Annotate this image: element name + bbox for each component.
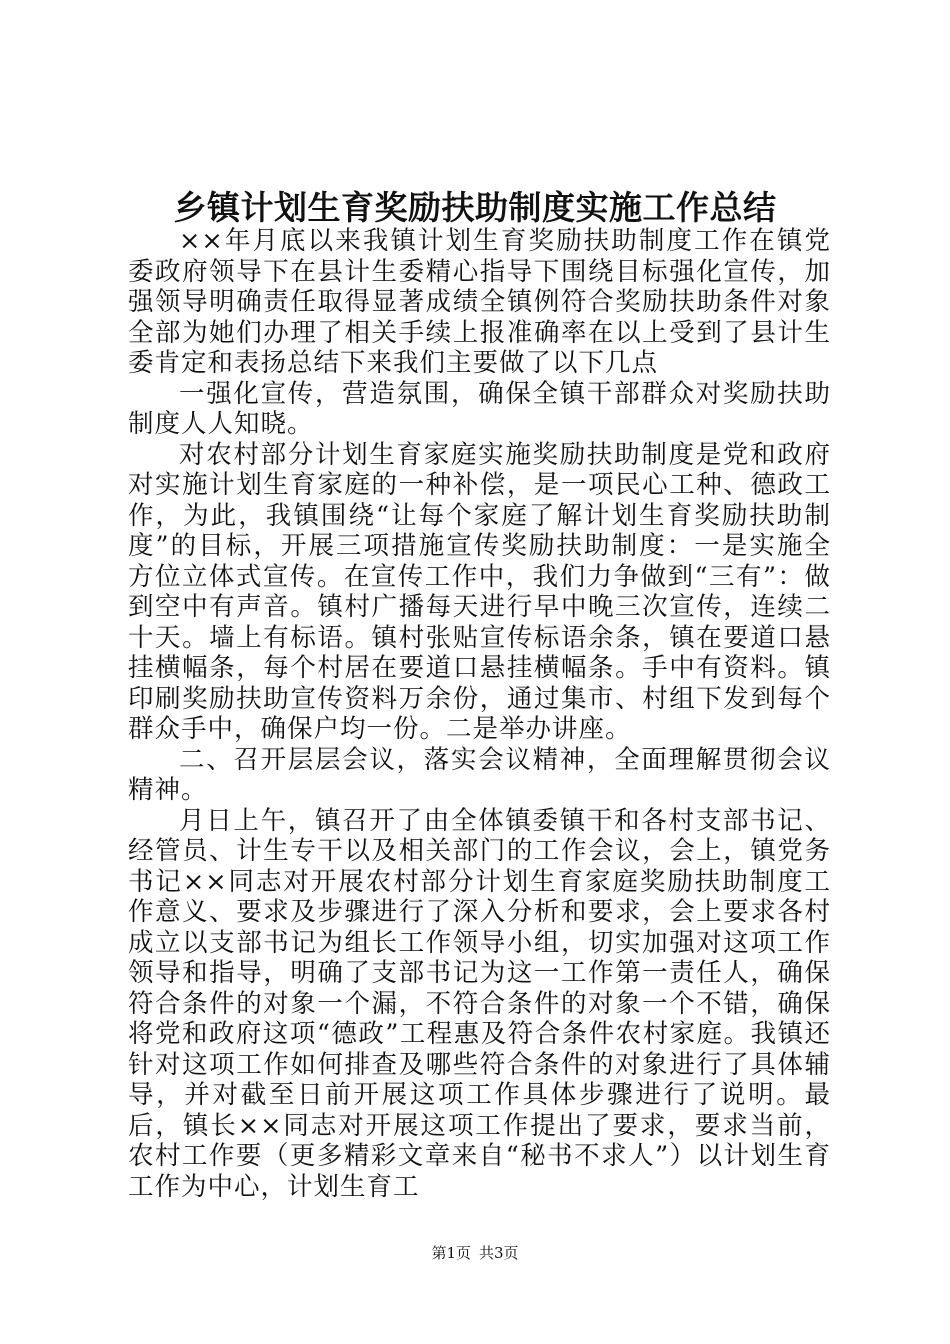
- paragraph-publicity: 对农村部分计划生育家庭实施奖励扶助制度是党和政府对实施计划生育家庭的一种补偿，是一项民心工种、德政工作，为此，我镇围绕“让每个家庭了解计划生育奖励扶助制度”的目标，开展三项措施宣传奖励扶助制度：一是实施全方位立体式宣传。在宣传工作中，我们力争做到“三有”：做到空中有声音。镇村广播每天进行早中晚三次宣传，连续二十天。墙上有标语。镇村张贴宣传标语余条，镇在要道口悬挂横幅条，每个村居在要道口悬挂横幅条。手中有资料。镇印刷奖励扶助宣传资料万余份，通过集市、村组下发到每个群众手中，确保户均一份。二是举办讲座。: [128, 439, 831, 744]
- paragraph-heading-2: 二、召开层层会议，落实会议精神，全面理解贯彻会议精神。: [128, 744, 831, 805]
- paragraph-intro: ××年月底以来我镇计划生育奖励扶助制度工作在镇党委政府领导下在县计生委精心指导下围绕目标强化宣传，加强领导明确责任取得显著成绩全镇例符合奖励扶助条件对象全部为她们办理了相关手续上报准确率在以上受到了县计生委肯定和表扬总结下来我们主要做了以下几点: [128, 226, 831, 378]
- page-footer: [0, 1243, 950, 1263]
- paragraph-heading-1: 一强化宣传，营造氛围，确保全镇干部群众对奖励扶助制度人人知晓。: [128, 378, 831, 439]
- document-body: [128, 226, 831, 1202]
- paragraph-meeting: 月日上午，镇召开了由全体镇委镇干和各村支部书记、经管员、计生专干以及相关部门的工作会议，会上，镇党务书记××同志对开展农村部分计划生育家庭奖励扶助制度工作意义、要求及步骤进行了深入分析和要求，会上要求各村成立以支部书记为组长工作领导小组，切实加强对这项工作领导和指导，明确了支部书记为这一工作第一责任人，确保符合条件的对象一个漏，不符合条件的对象一个不错，确保将党和政府这项“德政”工程惠及符合条件农村家庭。我镇还针对这项工作如何排查及哪些符合条件的对象进行了具体辅导，并对截至日前开展这项工作具体步骤进行了说明。最后，镇长××同志对开展这项工作提出了要求，要求当前，农村工作要（更多精彩文章来自“秘书不求人”）以计划生育工作为中心，计划生育工: [128, 805, 831, 1202]
- page-number: 第1页: [431, 1244, 471, 1262]
- page-total: 共3页: [479, 1244, 519, 1262]
- document-title: 乡镇计划生育奖励扶助制度实施工作总结: [173, 188, 777, 227]
